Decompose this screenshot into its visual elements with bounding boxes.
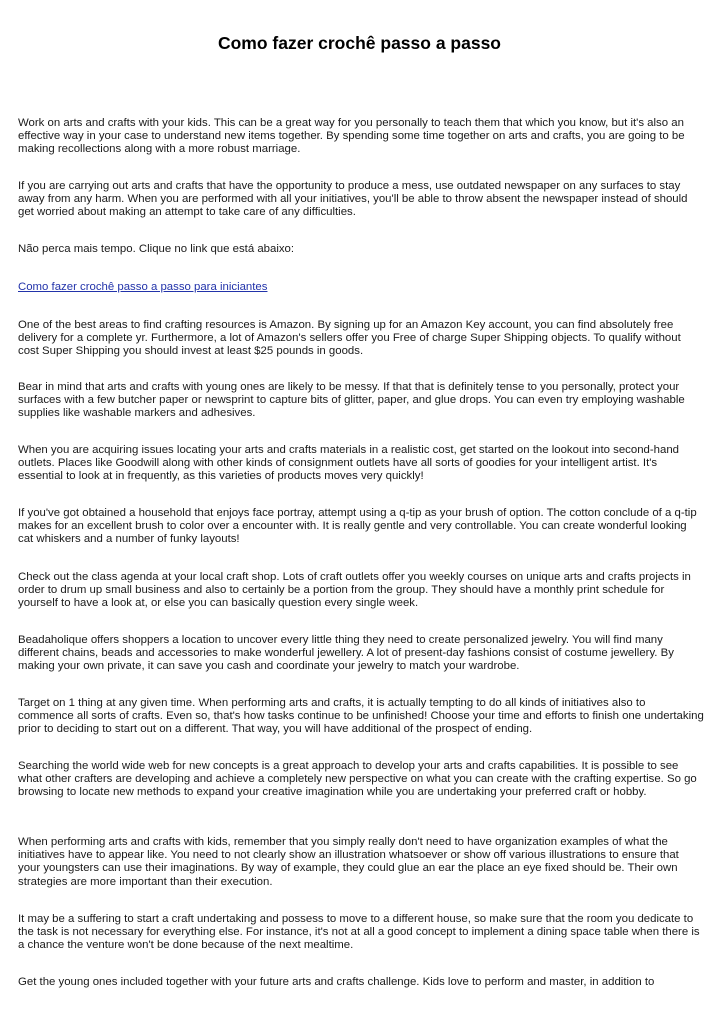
paragraph-face-paint: If you've got obtained a household that enjoys face portray, attempt using a q-tip as your brush of option. The cotton conclude of a q-tip makes for an excellent brush to color over a encounter with. It is really gentle and very controllable. You can create wonderful looking cat whiskers and a number of funky layouts! — [18, 507, 697, 546]
paragraph-kids-crafts: Work on arts and crafts with your kids. This can be a great way for you personally to teach them that which you know, but it's also an effective way in your case to understand new items together. By spending some time together on arts and crafts, you are going to be making recollections along with a more robust marriage. — [18, 117, 685, 156]
link-paragraph — [18, 281, 704, 294]
paragraph-focus: Target on 1 thing at any given time. When performing arts and crafts, it is actually tempting to do all kinds of initiatives also to commence all sorts of crafts. Even so, that's how tasks continue to be unfinished! Choose your time and efforts to finish one undertaking prior to deciding to start out on a different. That way, you will have additional of the prospect of ending. — [18, 697, 704, 736]
paragraph-beadaholique: Beadaholique offers shoppers a location to uncover every little thing they need to create personalized jewelry. You will find many different chains, beads and accessories to make wonderful jewellery. A lot of present-day fashions consist of costume jewellery. By making your own private, it can save you cash and coordinate your jewelry to match your wardrobe. — [18, 634, 674, 673]
paragraph-call-to-action: Não perca mais tempo. Clique no link que está abaixo: — [18, 243, 295, 255]
paragraph-examples: When performing arts and crafts with kids, remember that you simply really don't need to have organization examples of what the initiatives have to appear like. You need to not clearly show an illustration whatsoever or show off various illustrations to ensure that your youngsters can use their imaginations. By way of example, they could glue an ear the place an eye fixed should be. Their own strategies are more important than their execution. — [18, 836, 679, 888]
crochet-tutorial-link[interactable]: Como fazer crochê passo a passo para iniciantes — [18, 281, 268, 293]
paragraph-second-hand: When you are acquiring issues locating your arts and crafts materials in a realistic cost, get started on the lookout into second-hand outlets. Places like Goodwill along with other kinds of consignment outlets have all sorts of goodies for your intelligent artist. It's essential to look at in frequently, as this varieties of products moves very quickly! — [18, 444, 680, 483]
paragraph-newspaper: If you are carrying out arts and crafts that have the opportunity to produce a mess, use outdated newspaper on any surfaces to stay away from any harm. When you are performed with all your initiatives, you'll be able to throw absent the newspaper instead of should get worried about making an attempt to take care of any difficulties. — [18, 180, 688, 219]
paragraph-young-ones: Get the young ones included together with your future arts and crafts challenge. Kids love to perform and master, in addition to — [18, 976, 655, 988]
paragraph-messy: Bear in mind that arts and crafts with young ones are likely to be messy. If that that is definitely tense to you personally, protect your surfaces with a few butcher paper or newsprint to capture bits of glitter, paper, and glue drops. You can even try employing washable supplies like washable markers and adhesives. — [18, 381, 685, 420]
paragraph-class-agenda: Check out the class agenda at your local craft shop. Lots of craft outlets offer you weekly courses on unique arts and crafts projects in order to drum up small business and also to certainly be a portion from the group. They should have a monthly print schedule for yourself to have a look at, or else you can basically question every single week. — [18, 571, 691, 610]
paragraph-room: It may be a suffering to start a craft undertaking and possess to move to a different house, so make sure that the room you dedicate to the task is not necessary for everything else. For instance, it's not at all a good concept to implement a dining space table when there is a chance the venture won't be done because of the next mealtime. — [18, 913, 700, 952]
document-title: Como fazer crochê passo a passo — [217, 33, 502, 53]
paragraph-search-web: Searching the world wide web for new concepts is a great approach to develop your arts and crafts capabilities. It is possible to see what other crafters are developing and achieve a completely new perspective on what you can create with the crafting expertise. So go browsing to locate new methods to expand your creative imagination while you are undertaking your preferred craft or hobby. — [18, 760, 697, 799]
paragraph-amazon: One of the best areas to find crafting resources is Amazon. By signing up for an Amazon Key account, you can find absolutely free delivery for a complete yr. Furthermore, a lot of Amazon's sellers offer you Free of charge Super Shipping objects. To qualify without cost Super Shipping you should invest at least $25 pounds in goods. — [18, 319, 681, 358]
